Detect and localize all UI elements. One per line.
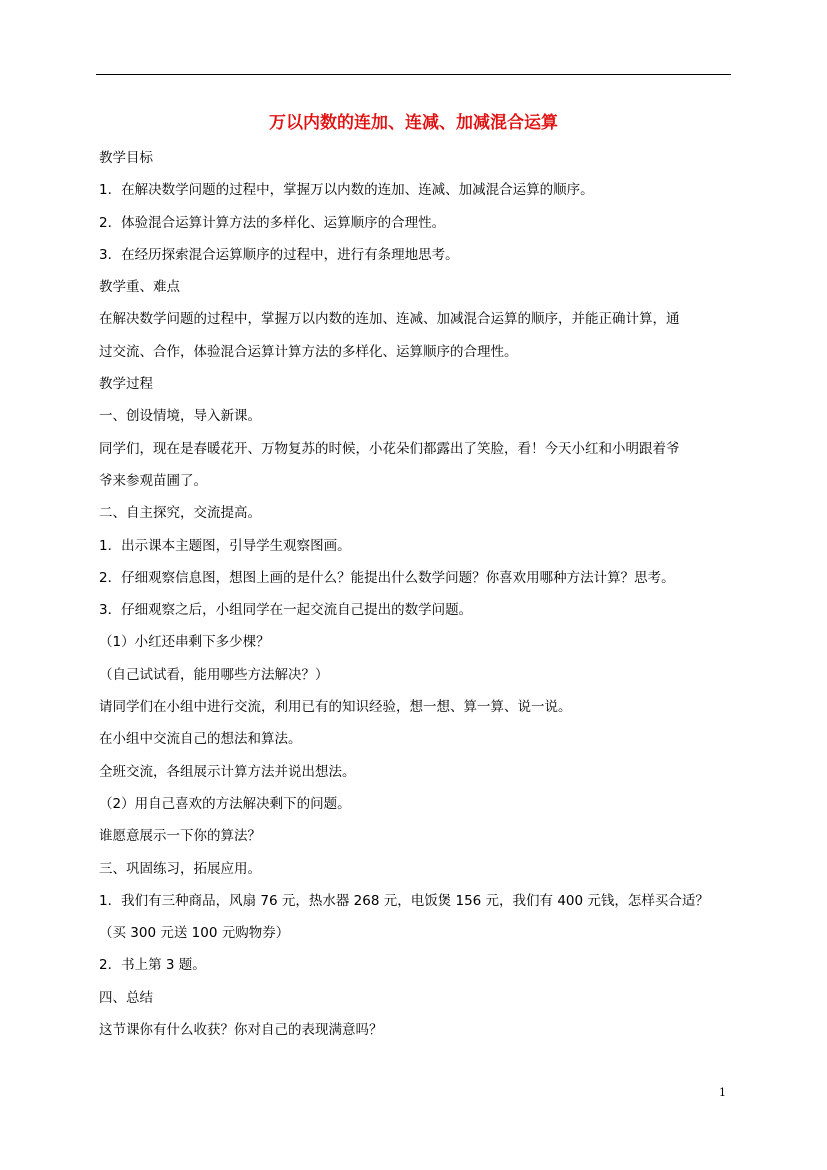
text-line: 请同学们在小组中进行交流，利用已有的知识经验，想一想、算一算、说一说。 bbox=[99, 699, 572, 716]
header-rule bbox=[96, 74, 731, 75]
text-line: 爷来参观苗圃了。 bbox=[99, 472, 207, 489]
text-line: （2）用自己喜欢的方法解决剩下的问题。 bbox=[99, 795, 351, 812]
text-line: 过交流、合作，体验混合运算计算方法的多样化、运算顺序的合理性。 bbox=[99, 343, 518, 360]
text-line: 二、自主探究，交流提高。 bbox=[99, 505, 261, 522]
text-line: 四、总结 bbox=[99, 989, 153, 1006]
text-line: 一、创设情境，导入新课。 bbox=[99, 408, 261, 425]
document-body bbox=[99, 148, 731, 1052]
text-line: （自己试试看，能用哪些方法解决？） bbox=[99, 666, 329, 683]
document-title: 万以内数的连加、连减、加减混合运算 bbox=[269, 113, 558, 133]
text-line: 教学重、难点 bbox=[99, 279, 180, 296]
text-line: 同学们，现在是春暖花开、万物复苏的时候，小花朵们都露出了笑脸，看！今天小红和小明跟着爷 bbox=[99, 440, 680, 457]
text-line: 这节课你有什么收获？你对自己的表现满意吗？ bbox=[99, 1022, 383, 1039]
text-line: （1）小红还串剩下多少棵？ bbox=[99, 634, 270, 651]
text-line: 在小组中交流自己的想法和算法。 bbox=[99, 731, 302, 748]
text-line: 1．我们有三种商品，风扇 76 元，热水器 268 元，电饭煲 156 元，我们有 400 元钱，怎样买合适？ bbox=[99, 892, 709, 909]
text-line: 1．出示课本主题图，引导学生观察图画。 bbox=[99, 537, 351, 554]
text-line: 2．仔细观察信息图，想图上画的是什么？能提出什么数学问题？你喜欢用哪种方法计算？思考。 bbox=[99, 569, 675, 586]
text-line: 3．仔细观察之后，小组同学在一起交流自己提出的数学问题。 bbox=[99, 602, 473, 619]
text-line: 1．在解决数学问题的过程中，掌握万以内数的连加、连减、加减混合运算的顺序。 bbox=[99, 182, 594, 199]
text-line: 2．书上第 3 题。 bbox=[99, 957, 206, 974]
text-line: 在解决数学问题的过程中，掌握万以内数的连加、连减、加减混合运算的顺序，并能正确计算，通 bbox=[99, 311, 680, 328]
text-line: 2．体验混合运算计算方法的多样化、运算顺序的合理性。 bbox=[99, 214, 446, 231]
text-line: （买 300 元送 100 元购物券） bbox=[99, 925, 290, 942]
text-line: 教学过程 bbox=[99, 376, 153, 393]
text-line: 谁愿意展示一下你的算法？ bbox=[99, 828, 261, 845]
page-number: 1 bbox=[719, 1086, 726, 1099]
text-line: 3．在经历探索混合运算顺序的过程中，进行有条理地思考。 bbox=[99, 246, 459, 263]
text-line: 三、巩固练习，拓展应用。 bbox=[99, 860, 261, 877]
text-line: 全班交流，各组展示计算方法并说出想法。 bbox=[99, 763, 356, 780]
text-line: 教学目标 bbox=[99, 150, 153, 166]
